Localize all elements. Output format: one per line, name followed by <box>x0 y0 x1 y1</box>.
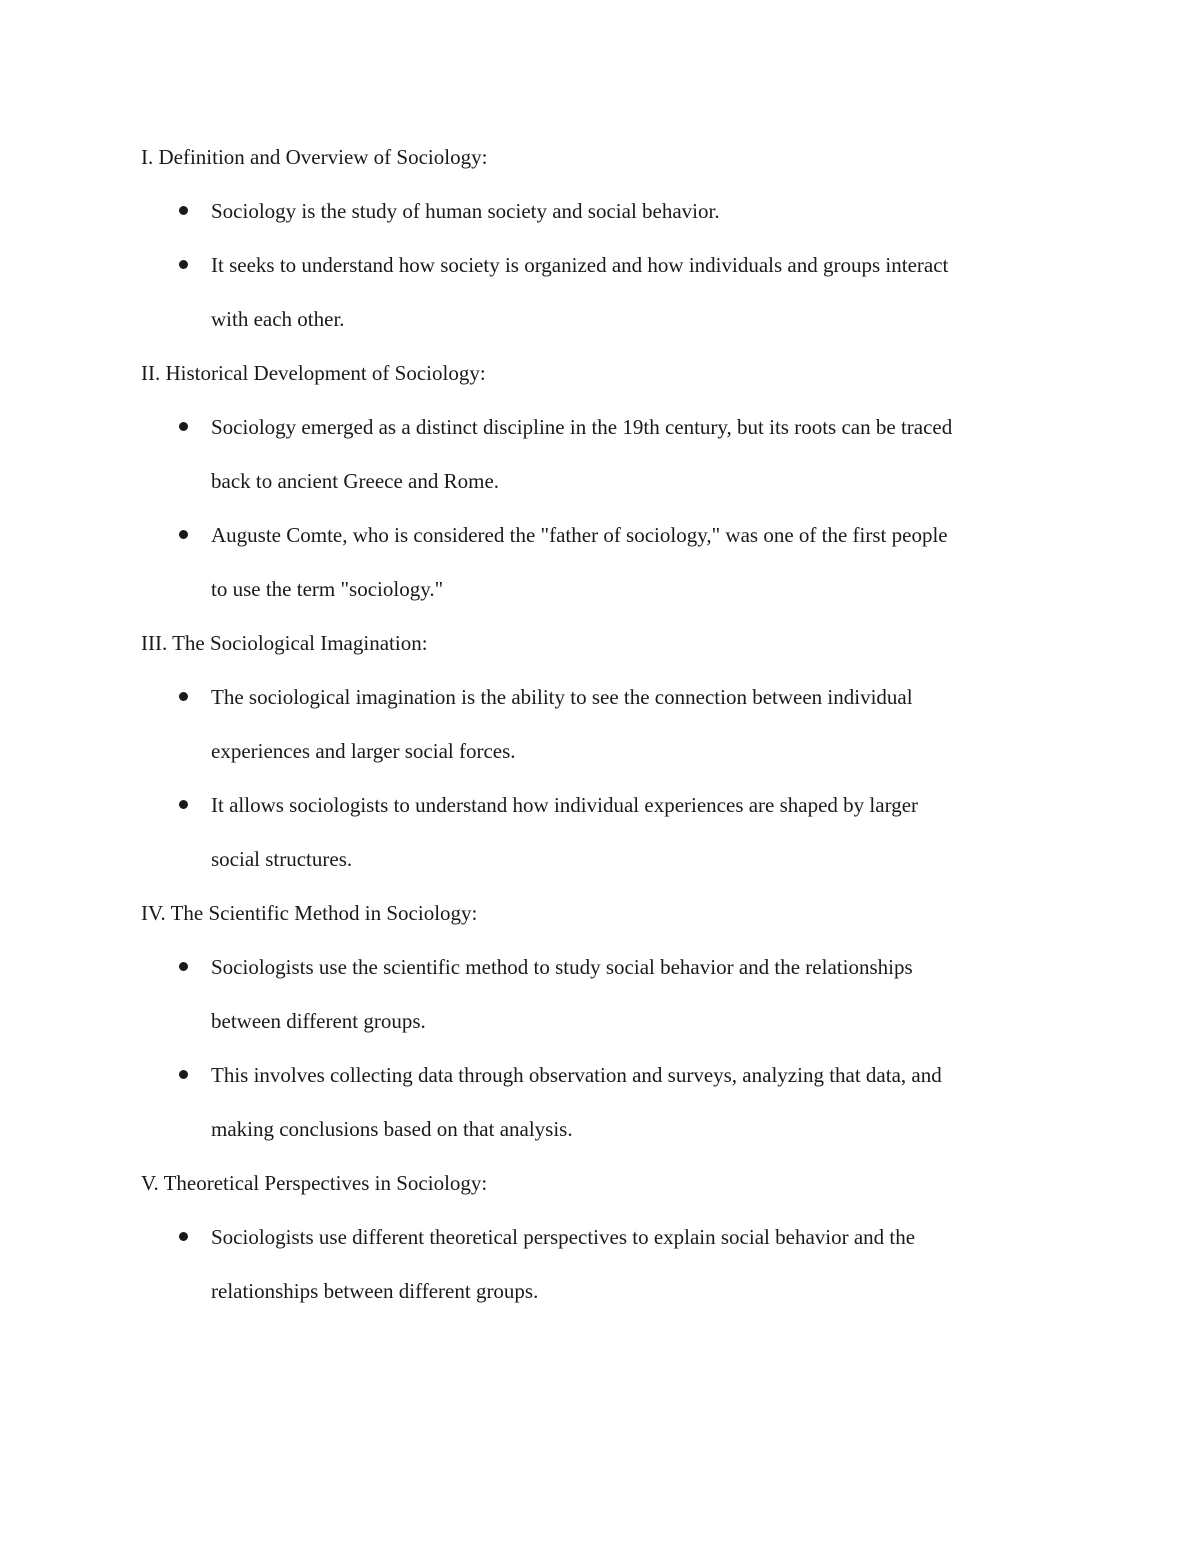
bullet-icon <box>179 1070 188 1079</box>
bullet-item <box>141 184 1071 238</box>
bullet-icon <box>179 692 188 701</box>
bullet-list <box>141 670 1071 886</box>
bullet-list <box>141 400 1071 616</box>
bullet-item <box>141 1048 1071 1156</box>
section-heading: IV. The Scientific Method in Sociology: <box>141 901 478 925</box>
bullet-list <box>141 1210 1071 1318</box>
bullet-text-line: relationships between different groups. <box>211 1279 539 1303</box>
bullet-text-line: with each other. <box>211 307 345 331</box>
bullet-text-line: making conclusions based on that analysis. <box>211 1117 573 1141</box>
bullet-item <box>141 670 1071 778</box>
bullet-icon <box>179 206 188 215</box>
section-theoretical-perspectives <box>141 1156 1071 1318</box>
bullet-icon <box>179 260 188 269</box>
bullet-text-line: social structures. <box>211 847 353 871</box>
section-scientific-method <box>141 886 1071 1156</box>
bullet-icon <box>179 800 188 809</box>
bullet-text-line: Sociologists use different theoretical perspectives to explain social behavior and the <box>211 1225 916 1249</box>
section-heading: V. Theoretical Perspectives in Sociology: <box>141 1171 488 1195</box>
bullet-icon <box>179 962 188 971</box>
bullet-item <box>141 400 1071 508</box>
bullet-text-line: It seeks to understand how society is organized and how individuals and groups interact <box>211 253 949 277</box>
bullet-list <box>141 940 1071 1156</box>
document-body <box>141 130 1071 1318</box>
bullet-text-line: back to ancient Greece and Rome. <box>211 469 500 493</box>
section-heading: III. The Sociological Imagination: <box>141 631 428 655</box>
bullet-text-line: between different groups. <box>211 1009 426 1033</box>
section-heading: I. Definition and Overview of Sociology: <box>141 145 488 169</box>
bullet-item <box>141 238 1071 346</box>
bullet-item <box>141 940 1071 1048</box>
section-definition-overview <box>141 130 1071 346</box>
bullet-text-line: to use the term "sociology." <box>211 577 444 601</box>
section-historical-development <box>141 346 1071 616</box>
bullet-item <box>141 1210 1071 1318</box>
section-heading: II. Historical Development of Sociology: <box>141 361 486 385</box>
bullet-icon <box>179 530 188 539</box>
bullet-text-line: The sociological imagination is the ability to see the connection between individual <box>211 685 913 709</box>
bullet-text-line: Sociologists use the scientific method to study social behavior and the relationships <box>211 955 913 979</box>
bullet-text-line: experiences and larger social forces. <box>211 739 516 763</box>
bullet-item <box>141 508 1071 616</box>
bullet-list <box>141 184 1071 346</box>
bullet-icon <box>179 1232 188 1241</box>
bullet-text-line: Sociology emerged as a distinct discipline in the 19th century, but its roots can be traced <box>211 415 953 439</box>
bullet-item <box>141 778 1071 886</box>
bullet-text-line: This involves collecting data through observation and surveys, analyzing that data, and <box>211 1063 942 1087</box>
bullet-text-line: Sociology is the study of human society and social behavior. <box>211 199 720 223</box>
bullet-icon <box>179 422 188 431</box>
bullet-text-line: It allows sociologists to understand how individual experiences are shaped by larger <box>211 793 919 817</box>
section-sociological-imagination <box>141 616 1071 886</box>
bullet-text-line: Auguste Comte, who is considered the "father of sociology," was one of the first people <box>211 523 948 547</box>
